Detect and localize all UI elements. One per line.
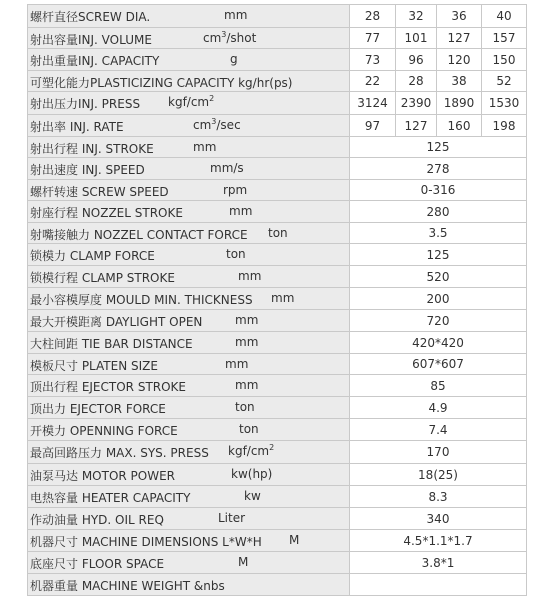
spec-row	[28, 115, 527, 137]
spec-row	[28, 397, 527, 419]
spec-unit	[193, 140, 216, 154]
spec-row	[28, 49, 527, 71]
spec-unit-superscript: 3	[221, 30, 227, 39]
spec-label-cell	[28, 486, 350, 508]
spec-unit	[235, 313, 258, 327]
spec-unit-superscript: 2	[269, 443, 275, 452]
spec-row	[28, 441, 527, 464]
spec-label-cell	[28, 266, 350, 288]
spec-value-cell: 97	[350, 115, 396, 137]
spec-unit-text: M	[289, 533, 300, 547]
spec-unit-text: kw(hp)	[231, 467, 273, 481]
spec-row	[28, 464, 527, 486]
spec-value-cell: 170	[350, 441, 527, 464]
spec-value-cell: 28	[350, 5, 396, 28]
spec-value-cell: 3.5	[350, 223, 527, 244]
spec-row	[28, 158, 527, 180]
spec-value-cell: 157	[482, 28, 527, 49]
spec-row	[28, 266, 527, 288]
spec-value-cell: 1530	[482, 92, 527, 115]
spec-value-cell: 22	[350, 71, 396, 92]
spec-unit	[235, 400, 255, 414]
spec-unit-text: cm	[193, 118, 212, 132]
spec-unit-text: mm	[235, 378, 259, 392]
spec-label: 开模力 OPENNING FORCE	[30, 424, 178, 438]
spec-label-cell	[28, 552, 350, 574]
spec-label: 最大开模距离 DAYLIGHT OPEN	[30, 315, 203, 329]
spec-label: 射出行程 INJ. STROKE	[30, 142, 154, 156]
spec-label: 电热容量 HEATER CAPACITY	[30, 491, 191, 505]
spec-table-body	[28, 5, 527, 596]
spec-value-cell: 4.9	[350, 397, 527, 419]
spec-unit	[168, 95, 214, 109]
spec-label: 机器重量 MACHINE WEIGHT &nbs	[30, 579, 225, 593]
spec-unit-text: mm	[229, 204, 253, 218]
spec-unit-text: kgf/cm	[168, 95, 210, 109]
spec-value-cell: 32	[396, 5, 437, 28]
spec-value-cell: 77	[350, 28, 396, 49]
spec-unit-text: Liter	[218, 511, 246, 525]
spec-label-cell	[28, 201, 350, 223]
spec-row	[28, 530, 527, 552]
spec-label: 射出重量INJ. CAPACITY	[30, 54, 160, 68]
spec-unit-superscript: 3	[211, 117, 217, 126]
spec-label: 射出率 INJ. RATE	[30, 120, 124, 134]
spec-value-cell: 420*420	[350, 332, 527, 354]
spec-label: 射出容量INJ. VOLUME	[30, 33, 152, 47]
spec-unit	[203, 31, 256, 45]
spec-label-cell	[28, 158, 350, 180]
spec-unit	[230, 52, 238, 66]
spec-label-cell	[28, 223, 350, 244]
spec-label-cell	[28, 375, 350, 397]
spec-unit	[225, 357, 248, 371]
spec-label-cell	[28, 530, 350, 552]
spec-unit	[231, 467, 272, 481]
spec-unit	[193, 118, 241, 132]
spec-label-cell	[28, 49, 350, 71]
spec-value-cell: 280	[350, 201, 527, 223]
spec-unit-text: mm	[235, 313, 259, 327]
spec-value-cell: 720	[350, 310, 527, 332]
spec-unit-text: mm	[235, 335, 259, 349]
spec-label: 射嘴接触力 NOZZEL CONTACT FORCE	[30, 228, 248, 242]
spec-value-cell: 101	[396, 28, 437, 49]
spec-value-cell: 127	[437, 28, 482, 49]
spec-row	[28, 486, 527, 508]
spec-label: 顶出力 EJECTOR FORCE	[30, 402, 166, 416]
spec-value-cell: 120	[437, 49, 482, 71]
spec-row	[28, 310, 527, 332]
spec-value-cell: 125	[350, 137, 527, 158]
spec-value-cell: 3124	[350, 92, 396, 115]
spec-row	[28, 28, 527, 49]
spec-unit-text: g	[230, 52, 238, 66]
spec-label-cell	[28, 574, 350, 596]
spec-unit	[224, 8, 247, 22]
spec-value-cell: 2390	[396, 92, 437, 115]
spec-value-cell: 0-316	[350, 180, 527, 201]
spec-value-cell: 340	[350, 508, 527, 530]
spec-unit	[238, 269, 261, 283]
spec-unit-text: kw	[244, 489, 261, 503]
spec-label-cell	[28, 397, 350, 419]
spec-row	[28, 552, 527, 574]
spec-label: 射出压力INJ. PRESS	[30, 97, 141, 111]
spec-row	[28, 201, 527, 223]
spec-label: 作动油量 HYD. OIL REQ	[30, 513, 164, 527]
spec-value-cell: 160	[437, 115, 482, 137]
spec-row	[28, 354, 527, 375]
spec-label: 大柱间距 TIE BAR DISTANCE	[30, 337, 193, 351]
spec-label-cell	[28, 508, 350, 530]
spec-unit-text: mm/s	[210, 161, 244, 175]
spec-label: 锁模力 CLAMP FORCE	[30, 249, 155, 263]
spec-label: 油泵马达 MOTOR POWER	[30, 469, 176, 483]
spec-value-cell: 52	[482, 71, 527, 92]
spec-row	[28, 244, 527, 266]
spec-table	[27, 4, 527, 596]
spec-row	[28, 419, 527, 441]
spec-label: 可塑化能力PLASTICIZING CAPACITY kg/hr(ps)	[30, 76, 293, 90]
spec-unit-text: kgf/cm	[228, 444, 270, 458]
spec-unit	[235, 335, 258, 349]
spec-unit	[229, 204, 252, 218]
spec-row	[28, 223, 527, 244]
spec-row	[28, 180, 527, 201]
spec-row	[28, 288, 527, 310]
spec-row	[28, 332, 527, 354]
spec-unit	[271, 291, 294, 305]
spec-value-cell: 278	[350, 158, 527, 180]
spec-value-cell: 125	[350, 244, 527, 266]
spec-value-cell: 200	[350, 288, 527, 310]
spec-value-cell: 3.8*1	[350, 552, 527, 574]
spec-label: 机器尺寸 MACHINE DIMENSIONS L*W*H	[30, 535, 262, 549]
spec-label-cell	[28, 115, 350, 137]
spec-label-cell	[28, 419, 350, 441]
spec-row	[28, 574, 527, 596]
spec-value-cell: 38	[437, 71, 482, 92]
spec-label-cell	[28, 310, 350, 332]
spec-label: 射座行程 NOZZEL STROKE	[30, 206, 183, 220]
spec-label: 螺杆直径SCREW DIA.	[30, 10, 151, 24]
spec-value-cell: 198	[482, 115, 527, 137]
spec-label: 最小容模厚度 MOULD MIN. THICKNESS	[30, 293, 253, 307]
spec-label: 最高回路压力 MAX. SYS. PRESS	[30, 446, 209, 460]
spec-value-cell: 85	[350, 375, 527, 397]
spec-unit	[244, 489, 261, 503]
spec-unit-text: ton	[268, 226, 288, 240]
spec-label-cell	[28, 244, 350, 266]
spec-unit	[210, 161, 244, 175]
spec-label-cell	[28, 464, 350, 486]
spec-unit	[289, 533, 299, 547]
spec-label: 顶出行程 EJECTOR STROKE	[30, 380, 187, 394]
spec-label-cell	[28, 288, 350, 310]
spec-unit-text: ton	[235, 400, 255, 414]
spec-label-cell	[28, 332, 350, 354]
spec-value-cell: 8.3	[350, 486, 527, 508]
spec-value-cell: 40	[482, 5, 527, 28]
spec-label-cell	[28, 137, 350, 158]
spec-value-cell: 73	[350, 49, 396, 71]
spec-label-cell	[28, 71, 350, 92]
spec-unit-suffix: /shot	[226, 31, 257, 45]
spec-row	[28, 92, 527, 115]
spec-unit	[268, 226, 288, 240]
spec-label: 模板尺寸 PLATEN SIZE	[30, 359, 158, 373]
spec-value-cell: 18(25)	[350, 464, 527, 486]
spec-unit	[223, 183, 247, 197]
spec-unit-suffix: /sec	[216, 118, 241, 132]
spec-row	[28, 508, 527, 530]
spec-unit-text: mm	[271, 291, 295, 305]
spec-label-cell	[28, 354, 350, 375]
spec-label-cell	[28, 180, 350, 201]
spec-value-cell: 96	[396, 49, 437, 71]
spec-label-cell	[28, 28, 350, 49]
spec-value-cell: 127	[396, 115, 437, 137]
spec-unit	[235, 378, 258, 392]
spec-value-cell: 1890	[437, 92, 482, 115]
spec-unit	[226, 247, 246, 261]
spec-unit-text: rpm	[223, 183, 248, 197]
spec-unit-text: mm	[238, 269, 262, 283]
spec-label-cell	[28, 441, 350, 464]
spec-value-cell: 36	[437, 5, 482, 28]
spec-unit-text: ton	[226, 247, 246, 261]
spec-label: 螺杆转速 SCREW SPEED	[30, 185, 169, 199]
spec-label: 锁模行程 CLAMP STROKE	[30, 271, 175, 285]
spec-row	[28, 137, 527, 158]
spec-label: 射出速度 INJ. SPEED	[30, 163, 145, 177]
spec-unit	[239, 422, 259, 436]
spec-unit-text: mm	[224, 8, 248, 22]
spec-unit	[218, 511, 245, 525]
spec-unit-text: ton	[239, 422, 259, 436]
spec-label-cell	[28, 92, 350, 115]
spec-unit	[238, 555, 248, 569]
spec-value-cell: 150	[482, 49, 527, 71]
spec-unit-text: mm	[225, 357, 249, 371]
spec-unit	[228, 444, 274, 458]
spec-value-cell: 520	[350, 266, 527, 288]
spec-value-cell: 607*607	[350, 354, 527, 375]
spec-unit-text: M	[238, 555, 249, 569]
spec-value-cell: 7.4	[350, 419, 527, 441]
spec-label-cell	[28, 5, 350, 28]
spec-row	[28, 375, 527, 397]
spec-value-cell: 4.5*1.1*1.7	[350, 530, 527, 552]
spec-unit-text: cm	[203, 31, 222, 45]
spec-row	[28, 5, 527, 28]
spec-value-cell	[350, 574, 527, 596]
spec-unit-text: mm	[193, 140, 217, 154]
spec-value-cell: 28	[396, 71, 437, 92]
spec-row	[28, 71, 527, 92]
spec-label: 底座尺寸 FLOOR SPACE	[30, 557, 165, 571]
spec-unit-superscript: 2	[209, 94, 215, 103]
